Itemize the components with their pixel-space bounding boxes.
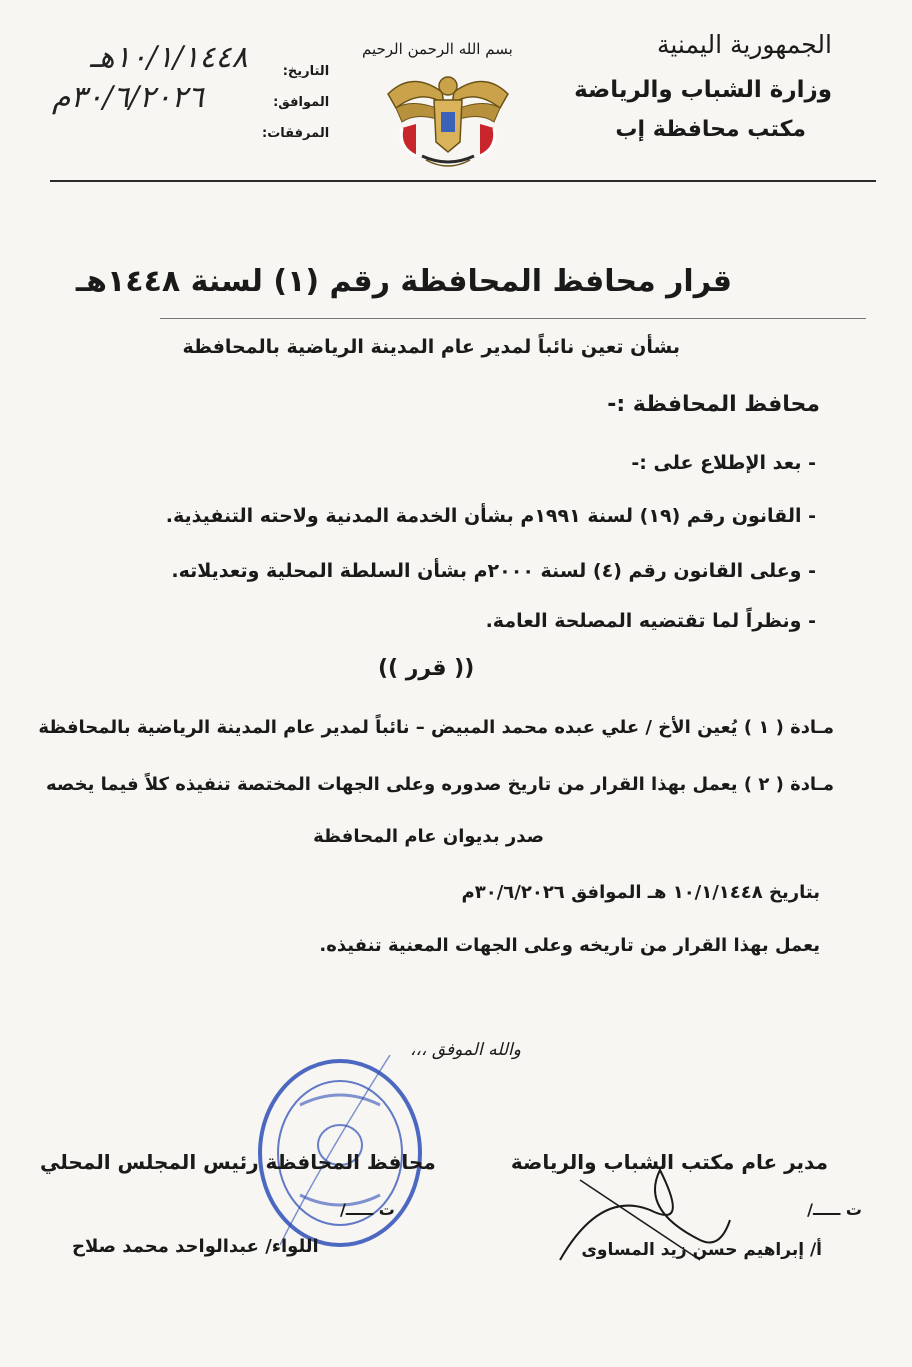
preamble-item: - القانون رقم (١٩) لسنة ١٩٩١م بشأن الخدمة المدنية ولاحته التنفيذية. bbox=[165, 505, 816, 527]
basmala: بسم الله الرحمن الرحيم bbox=[362, 40, 513, 58]
issue-date-line: بتاريخ ١٠/١/١٤٤٨ هـ الموافق ٣٠/٦/٢٠٢٦م bbox=[461, 882, 820, 903]
ministry-name: وزارة الشباب والرياضة bbox=[574, 77, 832, 103]
article-1: مـادة ( ١ ) يُعين الأخ / علي عبده محمد المبيض – نائباً لمدير عام المدينة الرياضية بالمحافظة bbox=[38, 717, 834, 738]
date-label: التاريخ: bbox=[282, 64, 330, 79]
handwritten-hijri-date: ١٠/١/١٤٤٨هـ bbox=[90, 40, 248, 75]
yemen-eagle-emblem bbox=[382, 64, 514, 172]
preamble-item: - ونظراً لما تقتضيه المصلحة العامة. bbox=[485, 610, 816, 632]
document-meta bbox=[262, 56, 329, 149]
governor-heading: محافظ المحافظة :- bbox=[607, 392, 820, 417]
article-2: مـادة ( ٢ ) يعمل بهذا القرار من تاريخ صدوره وعلى الجهات المختصة تنفيذه كلاً فيما يخصه bbox=[46, 774, 834, 795]
decree-subtitle: بشأن تعين نائباً لمدير عام المدينة الرياضية بالمحافظة bbox=[182, 336, 680, 358]
closing-phrase: والله الموفق ،،، bbox=[410, 1040, 521, 1060]
letterhead bbox=[574, 30, 832, 142]
issued-at: صدر بديوان عام المحافظة bbox=[313, 826, 544, 847]
office-name: مكتب محافظة إب bbox=[615, 117, 806, 142]
sports-director-title: مدير عام مكتب الشباب والرياضة bbox=[510, 1150, 828, 1174]
decided-heading: (( قرر )) bbox=[378, 656, 475, 681]
governor-title: محافظ المحافظة رئيس المجلس المحلي bbox=[40, 1150, 436, 1174]
sports-director-sign-line: ت ـــــ/ bbox=[807, 1200, 862, 1219]
attachments-label: المرفقات: bbox=[262, 126, 330, 141]
sports-director-name: أ/ إبراهيم حسن زيد المساوى bbox=[581, 1240, 822, 1260]
preamble-item: - بعد الإطلاع على :- bbox=[631, 452, 816, 474]
governor-sign-line: ت ـــــ/ bbox=[340, 1200, 395, 1219]
corresponding-label: الموافق: bbox=[273, 95, 330, 110]
country-name: الجمهورية اليمنية bbox=[656, 30, 832, 59]
effect-clause: يعمل بهذا القرار من تاريخه وعلى الجهات المعنية تنفيذه. bbox=[319, 935, 820, 956]
governor-name: اللواء/ عبدالواحد محمد صلاح bbox=[72, 1236, 319, 1257]
decree-title: قرار محافظ المحافظة رقم (١) لسنة ١٤٤٨هـ bbox=[75, 264, 732, 299]
title-divider bbox=[160, 318, 866, 319]
preamble-item: - وعلى القانون رقم (٤) لسنة ٢٠٠٠م بشأن السلطة المحلية وتعديلاته. bbox=[171, 560, 816, 582]
handwritten-gregorian-date: ٣٠/٦/٢٠٢٦م bbox=[52, 80, 204, 115]
header-divider bbox=[50, 180, 876, 182]
